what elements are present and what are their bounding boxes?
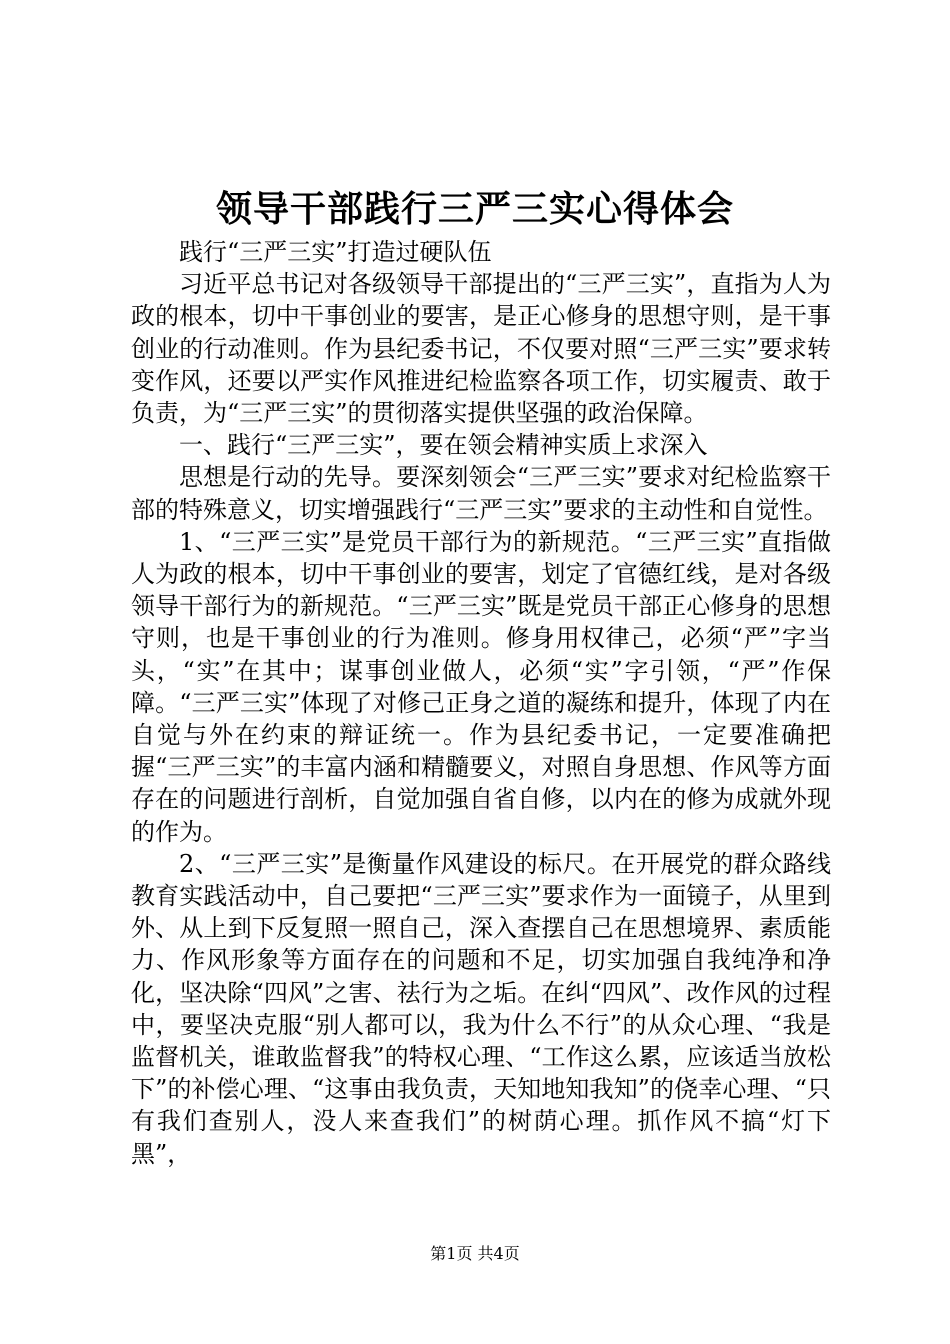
paragraph-point-2: 2、“三严三实”是衡量作风建设的标尺。在开展党的群众路线教育实践活动中，自己要把“三严三实”要求作为一面镜子，从里到外、从上到下反复照一照自己，深入查摆自己在思想境界、素质能力、作风形象等方面存在的问题和不足，切实加强自我纯净和净化，坚决除“四风”之害、祛行为之垢。在纠“四风”、改作风的过程中，要坚决克服“别人都可以，我为什么不行”的从众心理、“我是监督机关，谁敢监督我”的特权心理、“工作这么累，应该适当放松下”的补偿心理、“这事由我负责，天知地知我知”的侥幸心理、“只有我们查别人，没人来查我们”的树荫心理。抓作风不搞“灯下黑”， — [131, 849, 831, 1168]
paragraph-intro: 习近平总书记对各级领导干部提出的“三严三实”，直指为人为政的根本，切中干事创业的要害，是正心修身的思想守则，是干事创业的行动准则。作为县纪委书记，不仅要对照“三严三实”要求转变作风，还要以严实作风推进纪检监察各项工作，切实履责、敢于负责，为“三严三实”的贯彻落实提供坚强的政治保障。 — [131, 270, 831, 428]
paragraph-subtitle: 践行“三严三实”打造过硬队伍 — [179, 238, 492, 266]
page-footer: 第1页 共4页 — [430, 1244, 520, 1263]
paragraph-point-1: 1、“三严三实”是党员干部行为的新规范。“三严三实”直指做人为政的根本，切中干事创业的要害，划定了官德红线，是对各级领导干部行为的新规范。“三严三实”既是党员干部正心修身的思想守则，也是干事创业的行为准则。修身用权律己，必须“严”字当头，“实”在其中；谋事创业做人，必须“实”字引领，“严”作保障。“三严三实”体现了对修己正身之道的凝练和提升，体现了内在自觉与外在约束的辩证统一。作为县纪委书记，一定要准确把握“三严三实”的丰富内涵和精髓要义，对照自身思想、作风等方面存在的问题进行剖析，自觉加强自省自修，以内在的修为成就外现的作为。 — [131, 527, 831, 846]
document-title: 领导干部践行三严三实心得体会 — [215, 188, 734, 230]
paragraph-section-heading: 一、践行“三严三实”，要在领会精神实质上求深入 — [179, 431, 708, 460]
document-body — [131, 236, 831, 1170]
paragraph-section-intro: 思想是行动的先导。要深刻领会“三严三实”要求对纪检监察干部的特殊意义，切实增强践行“三严三实”要求的主动性和自觉性。 — [131, 463, 831, 524]
